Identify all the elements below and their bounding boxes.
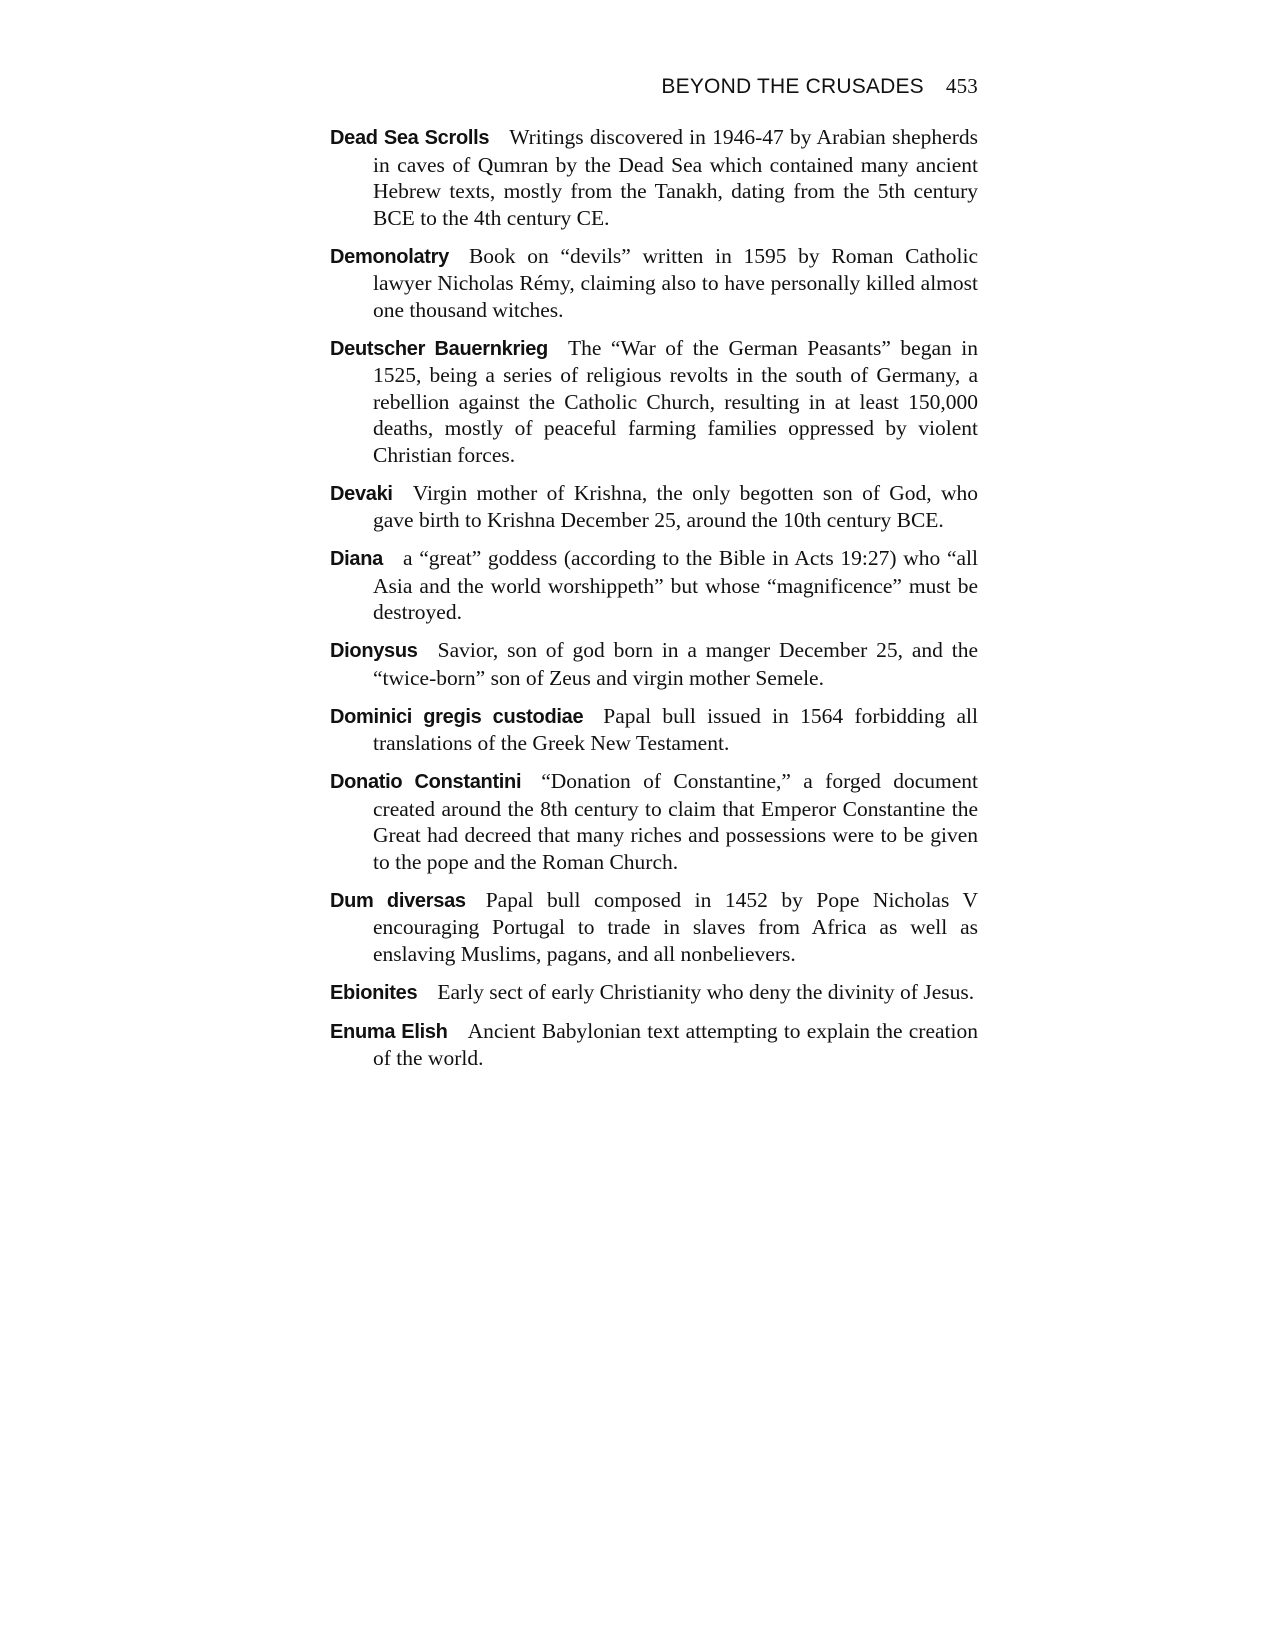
running-header	[330, 74, 978, 99]
glossary-definition: “Donation of Constantine,” a forged document created around the 8th century to claim that Emperor Constantine the Great had decreed that many riches and possessions were to be given to the pope and the Roman Church.	[373, 769, 978, 874]
glossary-term: Donatio Constantini	[330, 771, 522, 793]
glossary-definition: Savior, son of god born in a manger December 25, and the “twice-born” son of Zeus and virgin mother Semele.	[373, 638, 978, 690]
glossary-term: Dum diversas	[330, 889, 466, 912]
glossary-entry-donatio-constantini	[330, 768, 978, 875]
glossary-definition: Papal bull issued in 1564 forbidding all translations of the Greek New Testament.	[373, 703, 978, 755]
running-title: BEYOND THE CRUSADES	[661, 75, 924, 98]
glossary-term: Ebionites	[330, 981, 418, 1004]
glossary-entry-demonolatry	[330, 243, 978, 324]
glossary-entry-dominici-gregis-custodiae	[330, 703, 978, 757]
page-number: 453	[945, 74, 978, 98]
glossary-definition: Papal bull composed in 1452 by Pope Nicholas V encouraging Portugal to trade in slaves from Africa as well as enslaving Muslims, pagans, and all nonbelievers.	[373, 887, 978, 966]
glossary-term: Deutscher Bauernkrieg	[330, 337, 548, 360]
glossary-term: Enuma Elish	[330, 1020, 448, 1043]
glossary-term: Dionysus	[330, 640, 418, 662]
glossary-term: Dominici gregis custodiae	[330, 705, 584, 728]
glossary-definition: The “War of the German Peasants” began in 1525, being a series of religious revolts in the south of Germany, a rebellion against the Catholic Church, resulting in at least 150,000 deaths, mostly of peaceful farming families oppressed by violent Christian forces.	[373, 335, 979, 467]
glossary-list	[330, 124, 978, 1083]
glossary-definition: Ancient Babylonian text attempting to explain the creation of the world.	[373, 1018, 978, 1070]
glossary-definition: Virgin mother of Krishna, the only begotten son of God, who gave birth to Krishna December 25, around the 10th century BCE.	[373, 480, 978, 532]
glossary-term: Demonolatry	[330, 245, 449, 268]
glossary-entry-dead-sea-scrolls	[330, 124, 978, 231]
glossary-definition: Writings discovered in 1946-47 by Arabian shepherds in caves of Qumran by the Dead Sea which contained many ancient Hebrew texts, mostly from the Tanakh, dating from the 5th century BCE to the 4th century CE.	[373, 125, 978, 230]
glossary-entry-ebionites	[330, 979, 978, 1007]
glossary-definition: Book on “devils” written in 1595 by Roman Catholic lawyer Nicholas Rémy, claiming also to have personally killed almost one thousand witches.	[373, 243, 978, 322]
glossary-definition: Early sect of early Christianity who deny the divinity of Jesus.	[437, 979, 975, 1004]
glossary-entry-enuma-elish	[330, 1018, 978, 1072]
glossary-definition: a “great” goddess (according to the Bible in Acts 19:27) who “all Asia and the world worshippeth” but whose “magnificence” must be destroyed.	[373, 546, 978, 624]
glossary-term: Dead Sea Scrolls	[330, 127, 490, 149]
glossary-entry-dionysus	[330, 637, 978, 691]
glossary-term: Devaki	[330, 482, 393, 505]
glossary-term: Diana	[330, 548, 383, 570]
glossary-entry-deutscher-bauernkrieg	[330, 335, 978, 469]
glossary-entry-diana	[330, 545, 978, 626]
glossary-entry-dum-diversas	[330, 887, 978, 968]
glossary-entry-devaki	[330, 480, 978, 534]
